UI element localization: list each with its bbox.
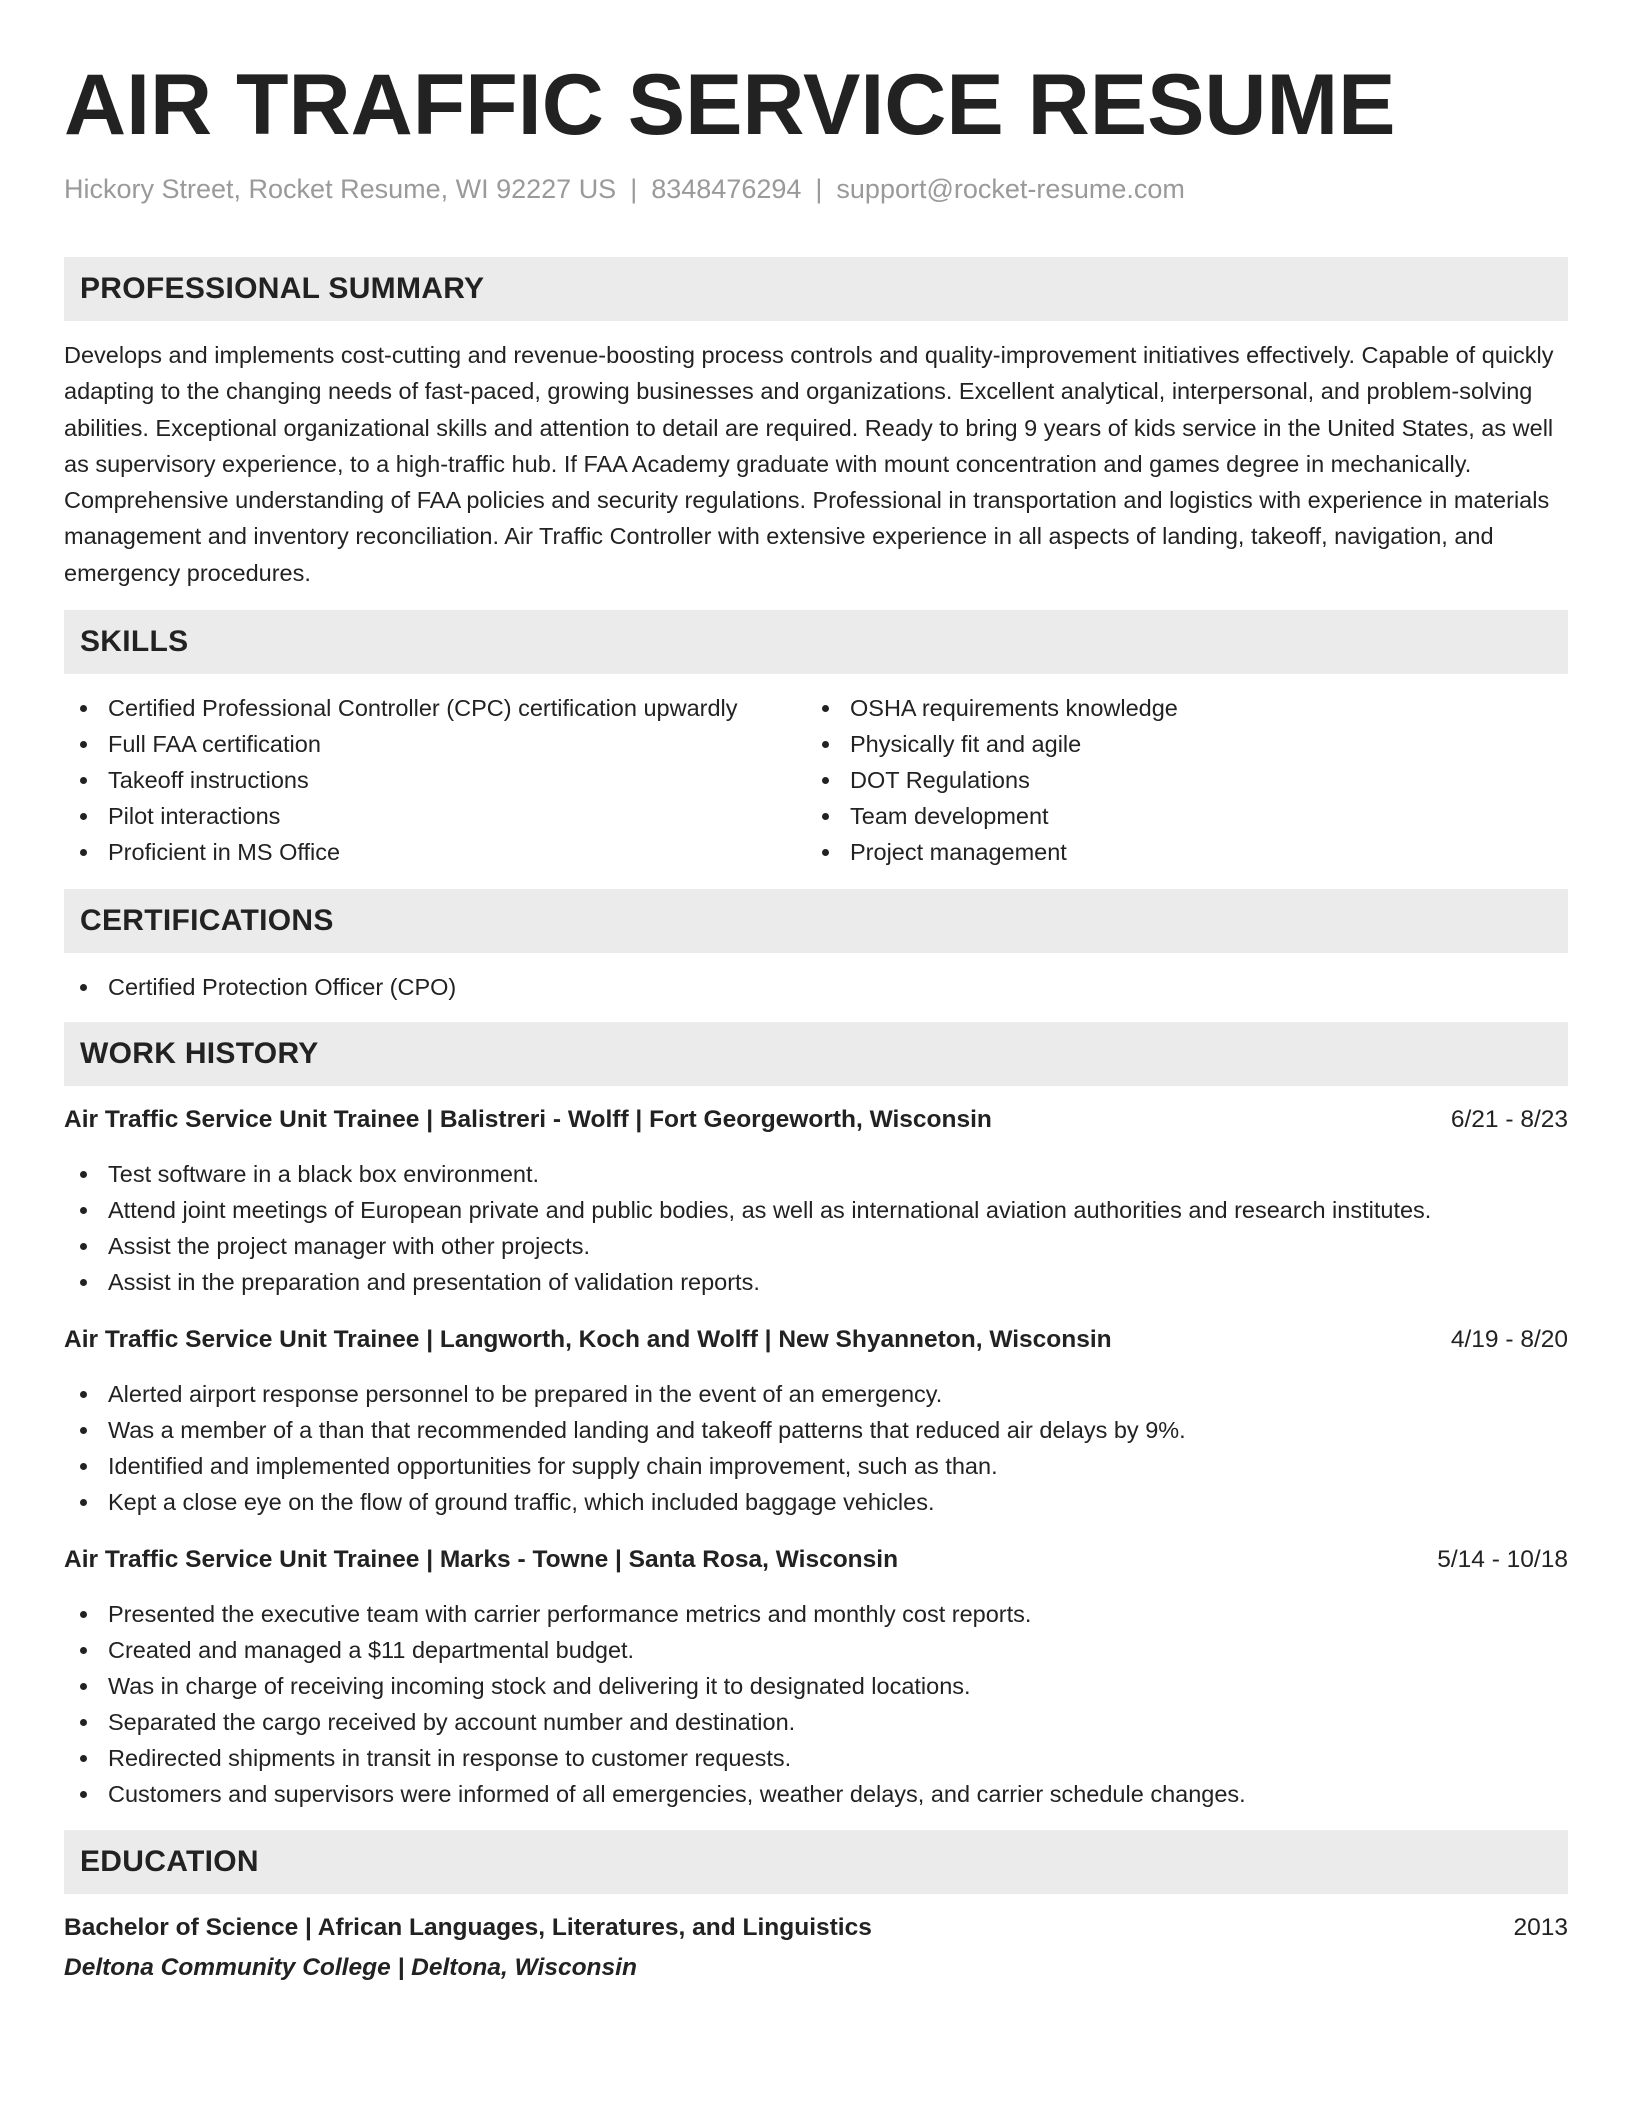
job-dates: 5/14 - 10/18 [1437,1546,1568,1574]
education-school: Deltona Community College | Deltona, Wisconsin [64,1954,637,1982]
summary-text: Develops and implements cost-cutting and revenue-boosting process controls and quality-improvement initiatives effectively. Capable of quickly adapting to the changing needs of fast-paced, growing businesses and organizations. Excellent analytical, interpersonal, and problem-solving abilities. Exceptional organizational skills and attention to detail are required. Ready to bring 9 years of kids service in the United States, as well as supervisory experience, to a high-traffic hub. If FAA Academy graduate with mount concentration and games degree in mechanically. Comprehensive understanding of FAA policies and security regulations. Professional in transportation and logistics with experience in materials management and inventory reconciliation. Air Traffic Controller with extensive experience in all aspects of landing, takeoff, navigation, and emergency procedures. [64,342,1554,586]
education-entry [64,1910,1568,1986]
job-heading-row [64,1322,1568,1358]
list-item: Created and managed a $11 departmental budget. [64,1632,1568,1668]
list-item: Presented the executive team with carrier performance metrics and monthly cost reports. [64,1596,1568,1632]
job-title: Air Traffic Service Unit Trainee | Balistreri - Wolff | Fort Georgeworth, Wisconsin [64,1106,992,1134]
resume-title: AIR TRAFFIC SERVICE RESUME [64,57,1396,153]
list-item: Assist in the preparation and presentation of validation reports. [64,1264,1568,1300]
job-bullets [64,1376,1568,1520]
job-title: Air Traffic Service Unit Trainee | Langworth, Koch and Wolff | New Shyanneton, Wisconsin [64,1326,1112,1354]
job-heading-row [64,1542,1568,1578]
job-heading-row [64,1102,1568,1138]
job-entry [64,1102,1568,1300]
job-bullets [64,1596,1568,1812]
contact-separator: | [815,174,823,204]
list-item: Team development [806,798,1566,834]
phone: 8348476294 [651,174,802,204]
list-item: OSHA requirements knowledge [806,690,1566,726]
section-header-skills: SKILLS [64,610,1568,674]
list-item: Test software in a black box environment. [64,1156,1568,1192]
list-item: Certified Professional Controller (CPC) certification upwardly [64,690,806,726]
list-item: Redirected shipments in transit in response to customer requests. [64,1740,1568,1776]
certifications-list [64,969,1568,1005]
skills-grid [64,690,1568,870]
list-item: DOT Regulations [806,762,1566,798]
list-item: Pilot interactions [64,798,806,834]
contact-separator: | [630,174,638,204]
job-entry [64,1322,1568,1520]
section-header-certifications: CERTIFICATIONS [64,889,1568,953]
education-degree: Bachelor of Science | African Languages, Literatures, and Linguistics [64,1914,872,1942]
job-entry [64,1542,1568,1812]
list-item: Assist the project manager with other projects. [64,1228,1568,1264]
email: support@rocket-resume.com [836,174,1185,204]
list-item: Alerted airport response personnel to be prepared in the event of an emergency. [64,1376,1568,1412]
education-heading-row [64,1910,1568,1946]
list-item: Project management [806,834,1566,870]
list-item: Kept a close eye on the flow of ground traffic, which included baggage vehicles. [64,1484,1568,1520]
skills-list-left [64,690,806,870]
list-item: Takeoff instructions [64,762,806,798]
list-item: Full FAA certification [64,726,806,762]
list-item: Physically fit and agile [806,726,1566,762]
section-header-summary: PROFESSIONAL SUMMARY [64,257,1568,321]
contact-line [64,172,1568,206]
list-item: Was in charge of receiving incoming stock and delivering it to designated locations. [64,1668,1568,1704]
job-dates: 4/19 - 8/20 [1450,1326,1568,1354]
job-bullets [64,1156,1568,1300]
list-item: Was a member of a than that recommended landing and takeoff patterns that reduced air delays by 9%. [64,1412,1568,1448]
skills-list-right [806,690,1566,870]
list-item: Customers and supervisors were informed of all emergencies, weather delays, and carrier schedule changes. [64,1776,1568,1812]
list-item: Proficient in MS Office [64,834,806,870]
list-item: Certified Protection Officer (CPO) [64,969,1568,1005]
list-item: Identified and implemented opportunities for supply chain improvement, such as than. [64,1448,1568,1484]
list-item: Separated the cargo received by account number and destination. [64,1704,1568,1740]
section-header-work-history: WORK HISTORY [64,1022,1568,1086]
list-item: Attend joint meetings of European private and public bodies, as well as international aviation authorities and research institutes. [64,1192,1568,1228]
job-title: Air Traffic Service Unit Trainee | Marks - Towne | Santa Rosa, Wisconsin [64,1546,899,1574]
address: Hickory Street, Rocket Resume, WI 92227 US [64,174,617,204]
section-header-education: EDUCATION [64,1830,1568,1894]
job-dates: 6/21 - 8/23 [1450,1106,1568,1134]
education-year: 2013 [1513,1914,1568,1942]
